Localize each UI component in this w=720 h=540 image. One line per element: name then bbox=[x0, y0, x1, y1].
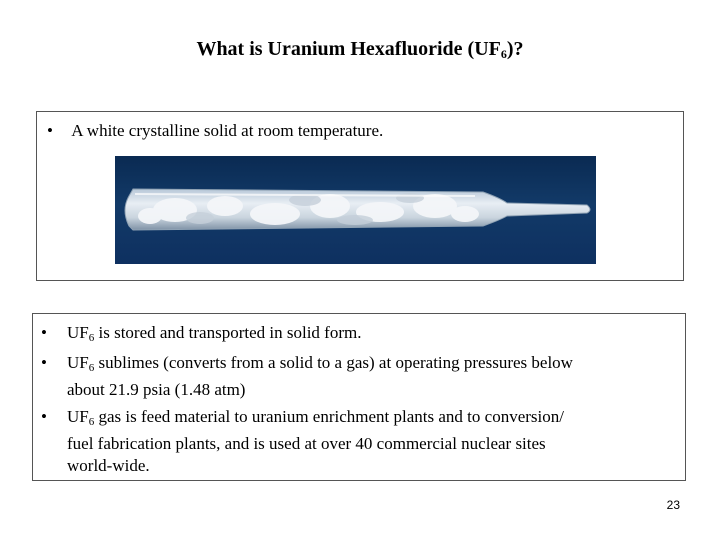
bullet-dot: • bbox=[41, 353, 47, 372]
title-subscript: 6 bbox=[500, 47, 507, 61]
bullet-dot: • bbox=[47, 121, 53, 140]
title-text: What is Uranium Hexafluoride (UF bbox=[196, 38, 501, 60]
facts-box: • $UF_6$ is stored and transported in solid form. • $UF_6$ sublimes (converts from a solid to a gas) at operating pressures below about 21.9 psia (1.48 atm) • $UF_6$ gas is feed material to uranium enrichment plants and to conversion/ fuel fabrication plants, and is used at over 40 commercial nuclear sites world-wide. bbox=[32, 313, 686, 481]
title-text-end: )? bbox=[506, 38, 524, 60]
bullet-dot: • bbox=[41, 407, 47, 426]
top-bullet bbox=[47, 121, 383, 141]
top-bullet-text: A white crystalline solid at room temperature. bbox=[71, 121, 384, 140]
bullet-dot: • bbox=[41, 323, 47, 342]
uf6-ampoule-photo bbox=[115, 156, 596, 264]
slide-title bbox=[0, 38, 720, 62]
crystal-solid-box bbox=[36, 111, 684, 281]
uf6-ampoule-illustration bbox=[115, 156, 596, 264]
page-number: 23 bbox=[666, 498, 680, 512]
